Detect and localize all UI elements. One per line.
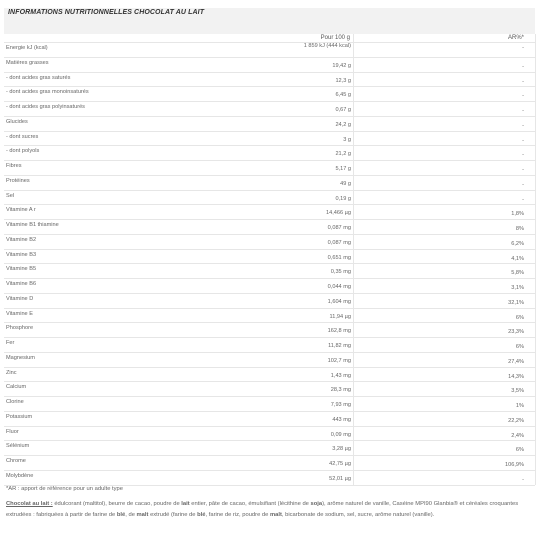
nutrient-ar: 32,1% [508, 299, 524, 306]
ingredients-text [6, 499, 530, 520]
nutrient-name: Vitamine B3 [6, 251, 37, 258]
row-divider [4, 131, 535, 132]
nutrient-value: 0,67 g [335, 107, 351, 113]
row-divider [4, 116, 535, 117]
nutrient-ar: 23,3% [508, 329, 524, 336]
row-divider [4, 470, 535, 471]
nutrient-name: Magnesium [6, 354, 35, 361]
row-divider [4, 278, 535, 279]
row-divider [4, 337, 535, 338]
nutrient-value: 0,044 mg [327, 284, 351, 290]
nutrient-name: - dont polyols [6, 148, 40, 155]
allergen-text: malt [136, 511, 149, 518]
nutrient-value: 28,3 mg [330, 387, 351, 394]
ingredients-title: Chocolat au lait : [6, 501, 53, 507]
ingredient-text: extrudé (farine de [148, 511, 198, 518]
row-divider [4, 204, 535, 205]
nutrient-value: 3,28 µg [332, 446, 351, 453]
nutrient-name: Protéines [6, 177, 30, 184]
nutrient-name: - dont acides gras monoinsaturés [6, 89, 89, 96]
nutrient-value: 0,651 mg [327, 254, 351, 261]
nutrient-ar: 6% [515, 314, 524, 321]
nutrient-value: 11,94 µg [329, 313, 351, 320]
nutrient-value: 14,466 µg [326, 210, 351, 217]
row-divider [4, 396, 535, 397]
nutrient-value: 162,8 mg [327, 328, 351, 335]
nutrient-value: 102,7 mg [327, 357, 351, 364]
column-header-ar: AR%* [507, 35, 524, 41]
row-divider [4, 57, 535, 58]
column-header-per-100g: Pour 100 g [320, 35, 350, 41]
nutrient-ar: - [522, 63, 524, 70]
nutrient-name: Energie kJ (kcal) [6, 45, 48, 51]
nutrient-name: Zinc [6, 369, 17, 376]
nutrient-ar: - [522, 476, 524, 483]
row-divider [4, 308, 535, 309]
ingredient-text: ), arôme naturel de vanille, Caséine MPI90 Glanbia® et céréales croquantes extrudées : fabriquées à partir de farine de [6, 501, 519, 518]
nutrient-ar: - [522, 167, 524, 173]
nutrient-ar: - [522, 137, 524, 144]
nutrient-ar: 4,1% [511, 255, 524, 262]
nutrient-ar: 14,3% [508, 373, 524, 380]
nutrient-name: Molybdène [6, 472, 34, 479]
nutrient-value: 443 mg [332, 416, 351, 423]
nutrient-name: Fer [6, 340, 15, 346]
ingredient-text: , farine de riz, poudre de [205, 511, 270, 518]
row-divider [4, 86, 535, 87]
nutrient-value: 52,01 µg [329, 475, 351, 482]
row-divider [4, 234, 535, 235]
row-divider [4, 72, 535, 73]
nutrient-ar: - [522, 196, 524, 203]
ingredients-body [6, 501, 518, 518]
nutrient-name: Sélénium [6, 443, 30, 450]
nutrient-ar: - [522, 152, 524, 159]
nutrient-value: 0,087 mg [327, 239, 351, 246]
nutrient-value: 5,17 g [335, 166, 351, 172]
nutrient-ar: - [522, 181, 524, 188]
nutrient-ar: 106,9% [505, 462, 524, 468]
table-title: INFORMATIONS NUTRITIONNELLES CHOCOLAT AU LAIT [8, 9, 205, 16]
nutrient-ar: 1,8% [511, 211, 524, 218]
nutrient-value: 0,35 mg [330, 269, 351, 276]
nutrient-name: Sel [6, 192, 15, 199]
nutrient-name: Clorine [6, 399, 24, 405]
row-divider [4, 190, 535, 191]
nutrient-name: Vitamine B1 thiamine [6, 222, 59, 228]
row-divider [4, 249, 535, 250]
nutrient-value: 1,43 mg [330, 372, 351, 379]
row-divider [4, 175, 535, 176]
ingredient-text: entier, pâte de cacao, émulsifiant (lécithine de [189, 501, 311, 507]
nutrient-name: Vitamine B6 [6, 281, 37, 287]
row-divider [4, 367, 535, 368]
nutrient-ar: 3,1% [511, 285, 524, 291]
nutrient-name: Matières grasses [6, 59, 49, 66]
ingredient-text: , bicarbonate de sodium, sel, sucre, arôme naturel (vanille). [281, 511, 435, 518]
allergen-text: malt [269, 511, 282, 518]
allergen-text: lait [181, 501, 190, 507]
nutrient-name: Fibres [6, 163, 22, 169]
nutrient-ar: 6,2% [511, 240, 524, 247]
allergen-text: blé [116, 511, 126, 518]
nutrient-name: Chrome [6, 458, 26, 464]
nutrient-ar: 22,2% [508, 417, 524, 424]
row-divider [4, 219, 535, 220]
nutrient-value: 0,19 g [335, 195, 351, 202]
nutrient-value: 3 g [343, 136, 351, 143]
nutrient-value: 49 g [340, 180, 351, 187]
row-divider [4, 263, 535, 264]
row-divider [4, 160, 535, 161]
column-divider [535, 34, 536, 485]
row-divider [4, 145, 535, 146]
row-divider [4, 381, 535, 382]
nutrient-name: - dont acides gras polyinsaturés [6, 104, 85, 110]
nutrient-ar: - [522, 122, 524, 129]
nutrient-name: - dont sucres [6, 133, 39, 140]
nutrient-value: 11,82 mg [328, 343, 351, 349]
nutrient-value: 19,42 g [332, 62, 351, 69]
nutrient-ar: 6% [515, 344, 524, 350]
nutrient-name: Vitamine A r [6, 207, 36, 214]
nutrient-value: 1 859 kJ (444 kcal) [303, 43, 351, 49]
nutrient-value: 7,93 mg [330, 402, 351, 408]
nutrient-ar: 8% [515, 226, 524, 232]
nutrient-name: Glucides [6, 118, 28, 125]
nutrient-value: 12,3 g [335, 77, 351, 84]
nutrient-value: 21,2 g [335, 151, 351, 158]
nutrient-value: 6,45 g [335, 92, 351, 99]
nutrient-value: 42,75 µg [329, 461, 351, 467]
nutrient-value: 0,09 mg [330, 431, 351, 438]
nutrient-ar: 1% [515, 403, 524, 409]
nutrient-name: Calcium [6, 384, 27, 391]
nutrient-value: 0,087 mg [327, 225, 351, 231]
nutrient-ar: - [522, 78, 524, 85]
row-divider [4, 426, 535, 427]
nutrient-ar: 27,4% [508, 358, 524, 365]
row-divider [4, 440, 535, 441]
nutrient-value: 24,2 g [335, 121, 351, 128]
row-divider [4, 293, 535, 294]
nutrient-ar: - [522, 93, 524, 100]
nutrient-name: Fluor [6, 428, 19, 435]
allergen-text: soja [310, 501, 323, 507]
nutrient-name: Phosphore [6, 325, 34, 332]
row-divider [4, 455, 535, 456]
nutrient-name: Vitamine E [6, 310, 33, 317]
nutrient-value: 1,604 mg [327, 298, 351, 305]
nutrient-ar: 2,4% [511, 432, 524, 439]
nutrient-name: Vitamine B5 [6, 266, 37, 273]
nutrient-ar: - [522, 45, 524, 51]
column-divider [353, 34, 354, 485]
allergen-text: blé [197, 511, 206, 518]
footnote: *AR : apport de référence pour un adulte type [6, 486, 123, 492]
ingredient-text: , de [125, 511, 137, 518]
row-divider [4, 352, 535, 353]
nutrient-name: Vitamine D [6, 295, 34, 302]
nutrient-ar: 3,5% [511, 388, 524, 395]
nutrient-ar: 6% [515, 447, 524, 454]
row-divider [4, 101, 535, 102]
nutrient-name: Vitamine B2 [6, 236, 37, 243]
ingredient-text: édulcorant (maltitol), beurre de cacao, poudre de [52, 501, 182, 507]
row-divider [4, 411, 535, 412]
row-divider [4, 322, 535, 323]
nutrient-ar: 5,8% [511, 270, 524, 277]
nutrient-name: - dont acides gras saturés [6, 74, 71, 81]
nutrient-ar: - [522, 108, 524, 114]
nutrient-name: Potassium [6, 413, 33, 420]
